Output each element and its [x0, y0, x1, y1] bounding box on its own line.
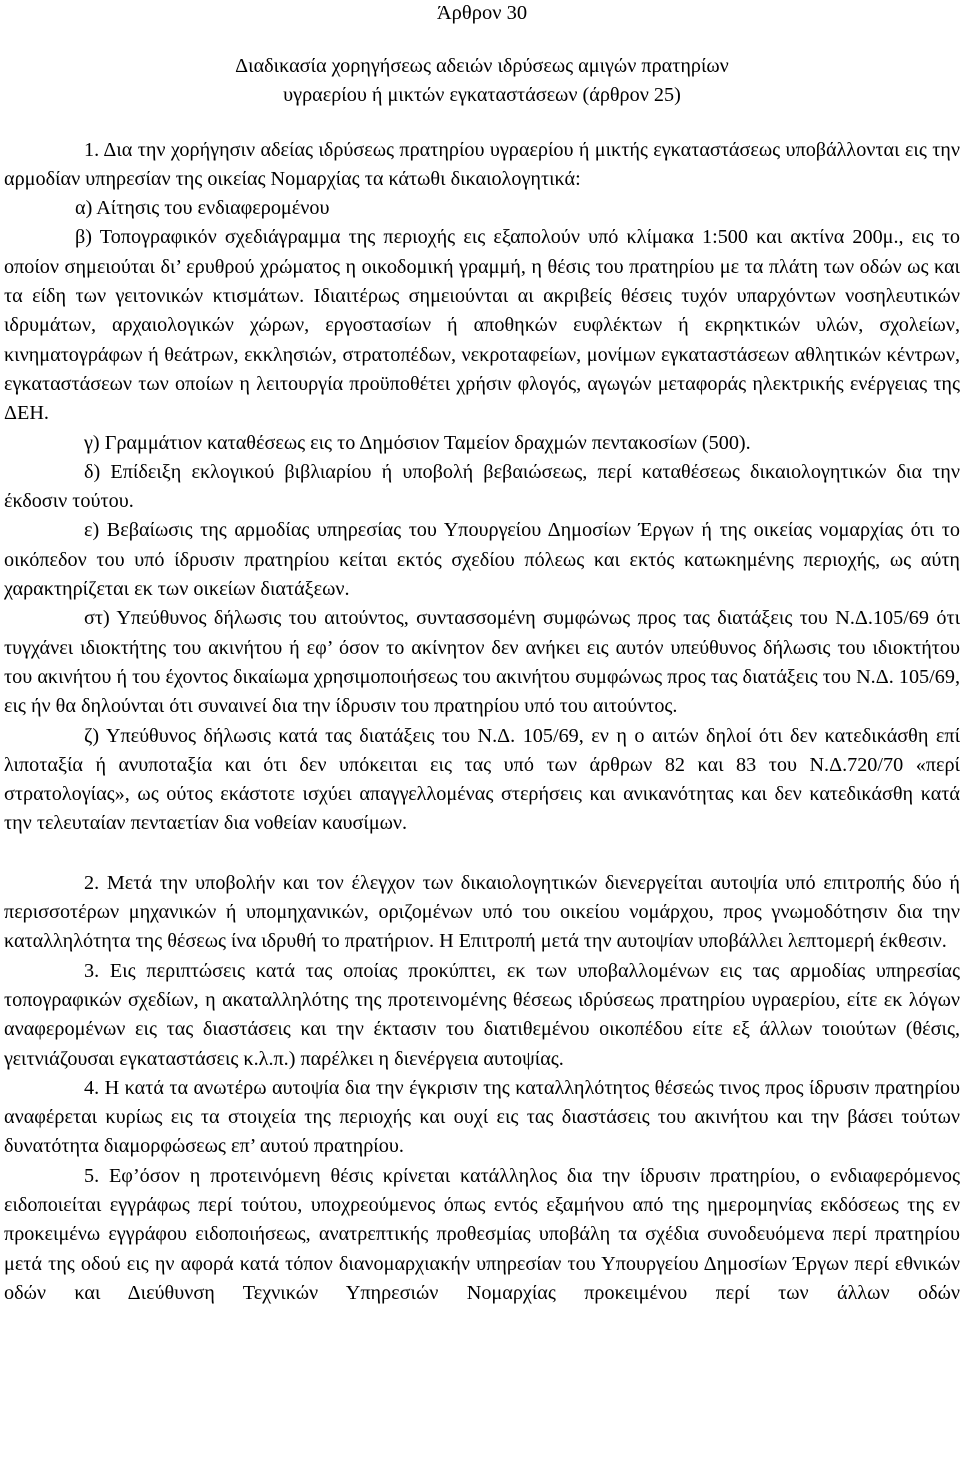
item-d: δ) Επίδειξη εκλογικού βιβλιαρίου ή υποβολή βεβαιώσεως, περί καταθέσεως δικαιολογητικών δια την έκδοσιν τούτου.	[4, 460, 960, 513]
item-st: στ) Υπεύθυνος δήλωσις του αιτούντος, συντασσομένη συμφώνως προς τας διατάξεις του Ν.Δ.105/69 ότι τυγχάνει ιδιοκτήτης του ακινήτου ή εφ’ όσον το ακίνητον δεν ανήκει εις αυτόν υπεύθυνος δήλωσις του ιδιοκτήτου του ακινήτου ή του έχοντος δικαίωμα χρησιμοποιήσεως του ακινήτου συμφώνως προς τας διατάξεις του Ν.Δ. 105/69, εις ήν θα δηλούνται ότι συναινεί δια την ίδρυσιν του πρατηρίου υπό του αιτούντος.	[4, 607, 960, 718]
item-e: ε) Βεβαίωσις της αρμοδίας υπηρεσίας του Υπουργείου Δημοσίων Έργων ή της οικείας νομαρχίας ότι το οικόπεδον του υπό ίδρυσιν πρατηρίου κείται εκτός σχεδίου πόλεως και εκτός κατωκημένης περιοχής, ως αύτη χαρακτηρίζεται εκ των οικείων διατάξεων.	[4, 519, 960, 601]
article-subtitle-line1: Διαδικασία χορηγήσεως αδειών ιδρύσεως αμιγών πρατηρίων	[235, 55, 729, 77]
article-subtitle-line2: υγραερίου ή μικτών εγκαταστάσεων (άρθρον 25)	[283, 84, 681, 107]
item-b: β) Τοπογραφικόν σχεδιάγραμμα της περιοχής εις εξαπολούν υπό κλίμακα 1:500 και ακτίνα 200μ., εις το οποίον σημειούται δι’ ερυθρού χρώματος η οικοδομική γραμμή, η θέσις του πρατηρίου με τα πλάτη των οδών ως και τα είδη των γειτονικών κτισμάτων. Ιδιαιτέρως σημειούνται αι ακριβείς θέσεις τυχόν υπαρχόντων νοσηλευτικών ιδρυμάτων, αρχαιολογικών χώρων, εργοστασίων ή αποθηκών ευφλέκτων ή εκρηκτικών υλών, σχολείων, κινηματογράφων ή θεάτρων, εκκλησιών, στρατοπέδων, νεκροταφείων, μονίμων εγκαταστάσεων αθλητικών κέντρων, εγκαταστάσεων των οποίων η λειτουργία προϋποθέτει χρήσιν φλογός, αγωγών μεταφοράς ηλεκτρικής ενέργειας της ΔΕΗ.	[4, 226, 960, 425]
document-page	[4, 0, 960, 1308]
paragraph-2: 2. Μετά την υποβολήν και τον έλεγχον των δικαιολογητικών διενεργείται αυτοψία υπό επιτροπής δύο ή περισσοτέρων μηχανικών ή υπομηχανικών, οριζομένων υπό του οικείου νομάρχου, προς γνωμοδότησιν δια την καταλληλότητα της θέσεως ίνα ιδρυθή το πρατήριον. Η Επιτροπή μετά την αυτοψίαν υποβάλλει λεπτομερή έκθεσιν.	[4, 871, 960, 953]
paragraph-4: 4. Η κατά τα ανωτέρω αυτοψία δια την έγκρισιν της καταλληλότητος θέσεώς τινος προς ίδρυσιν πρατηρίου αναφέρεται κυρίως εις τα στοιχεία της περιοχής και ουχί εις τας διαστάσεις του ακινήτου και την βάσει τούτων δυνατότητα διαμορφώσεως επ’ αυτού πρατηρίου.	[4, 1076, 960, 1158]
paragraph-5: 5. Εφ’όσον η προτεινόμενη θέσις κρίνεται κατάλληλος δια την ίδρυσιν πρατηρίου, ο ενδιαφερόμενος ειδοποιείται εγγράφως περί τούτου, υποχρεούμενος όπως εντός εξαμήνου από της ημερομηνίας εκδόσεως της εν προκειμένω εγγράφου ειδοποιήσεως, ανατρεπτικής προθεσμίας υποβάλη τα σχέδια συνοδευόμενα περί πρατηρίου μετά της οδού εις ην αφορά κατά τόπον διανομαρχιακήν υπηρεσίαν του Υπουργείου Δημοσίων Έργων περί εθνικών οδών και Διεύθυνση Τεχνικών Υπηρεσιών Νομαρχίας προκειμένου περί των άλλων οδών	[4, 1164, 960, 1304]
article-title: Άρθρον 30	[436, 2, 528, 24]
paragraph-3: 3. Εις περιπτώσεις κατά τας οποίας προκύπτει, εκ των υποβαλλομένων εις τας αρμοδίας υπηρεσίας τοπογραφικών σχεδίων, η ακαταλληλότης της προτεινομένης θέσεως ιδρύσεως πρατηρίου υγραερίου, είτε εκ λόγων αναφερομένων εις τας διαστάσεις και την έκτασιν του διατιθεμένου οικοπέδου είτε εξ άλλων τοιούτων (θέσις, γειτνιάζουσαι εγκαταστάσεις κ.λ.π.) παρέλκει η διενέργεια αυτοψίας.	[4, 959, 960, 1070]
item-a: α) Αίτησις του ενδιαφερομένου	[75, 197, 330, 220]
item-z: ζ) Υπεύθυνος δήλωσις κατά τας διατάξεις του Ν.Δ. 105/69, εν η ο αιτών δηλοί ότι δεν κατεδικάσθη επί λιποταξία ή ανυποταξία και ότι δεν υπόκειται εις τας υπό των άρθρων 82 και 83 του Ν.Δ.720/70 «περί στρατολογίας», ως ούτος εκάστοτε ισχύει απαγγελλομένας στερήσεις και ανικανότητας και δεν κατεδικάσθη κατά την τελευταίαν πενταετίαν δια νοθείαν καυσίμων.	[4, 724, 960, 835]
paragraph-1-intro: 1. Δια την χορήγησιν αδείας ιδρύσεως πρατηρίου υγραερίου ή μικτής εγκαταστάσεως υποβάλλονται εις την αρμοδίαν υπηρεσίαν της οικείας Νομαρχίας τα κάτωθι δικαιολογητικά:	[4, 138, 960, 190]
item-c: γ) Γραμμάτιον καταθέσεως εις το Δημόσιον Ταμείον δραχμών πεντακοσίων (500).	[84, 431, 751, 454]
article-subtitle	[4, 44, 960, 111]
